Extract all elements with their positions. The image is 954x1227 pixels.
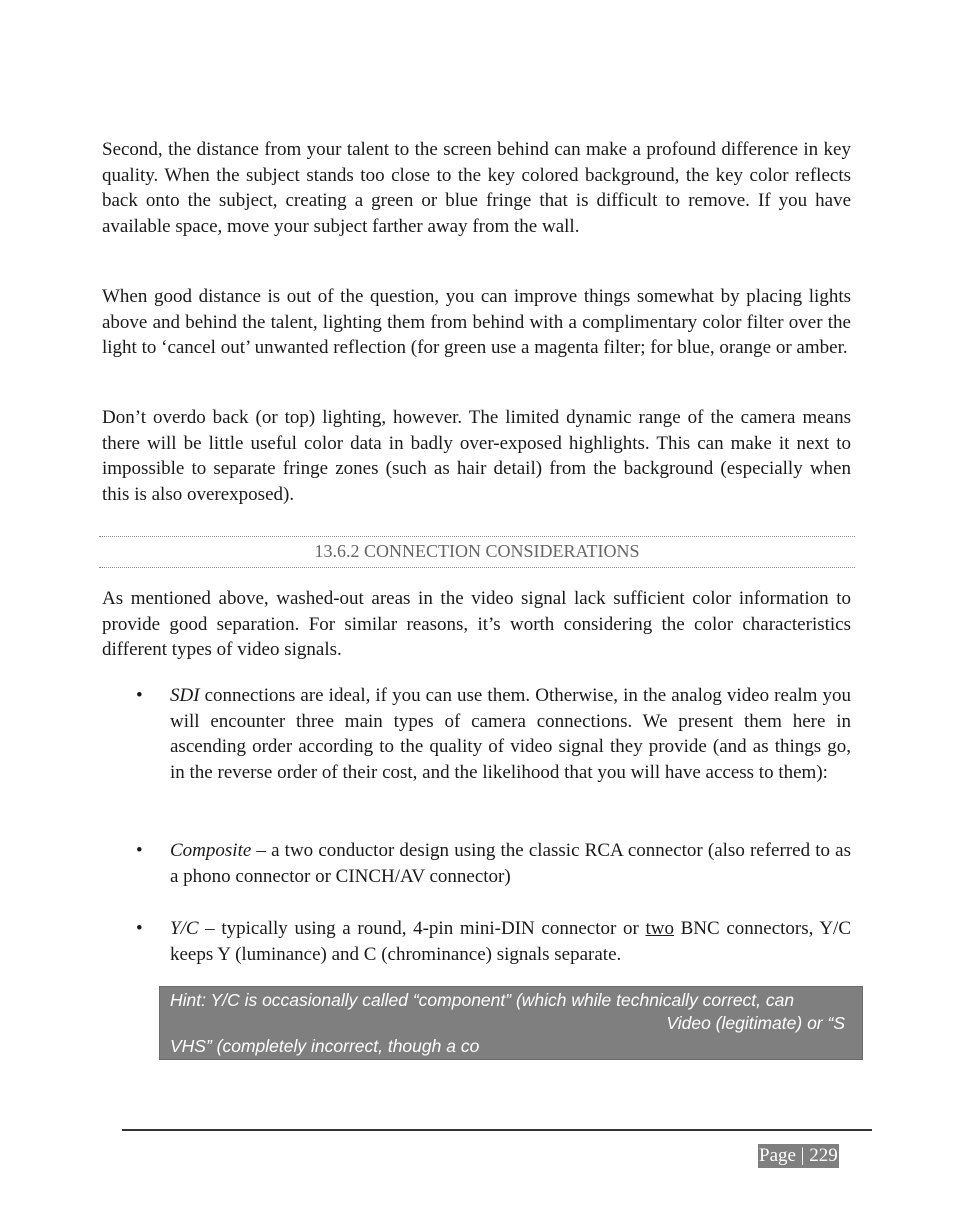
bullet-body: connections are ideal, if you can use them. Otherwise, in the analog video realm you will encounter three main types of camera connections. We present them here in ascending order according to the quality of video signal they provide (and as things go, in the reverse order of their cost, and the likelihood that you will have access to them): xyxy=(170,685,851,783)
paragraph-back-lighting: When good distance is out of the question, you can improve things somewhat by placing lights above and behind the talent, lighting them from behind with a complimentary color filter over the light to ‘cancel out’ unwanted reflection (for green use a magenta filter; for blue, orange or amber. xyxy=(102,286,851,359)
hint-box xyxy=(159,986,863,1060)
underlined-word: two xyxy=(645,918,674,939)
section-heading: 13.6.2 CONNECTION CONSIDERATIONS xyxy=(99,536,855,568)
bullet-term: Y/C xyxy=(170,918,199,939)
bullet-body: – a two conductor design using the classic RCA connector (also referred to as a phono connector or CINCH/AV connector) xyxy=(170,840,851,887)
hint-line: Video (legitimate) or “S xyxy=(666,1013,845,1033)
paragraph-connection-intro: As mentioned above, washed-out areas in the video signal lack sufficient color information to provide good separation. For similar reasons, it’s worth considering the color characteristics different types of video signals. xyxy=(102,588,851,661)
bullet-icon: • xyxy=(136,840,143,861)
bullet-term: SDI xyxy=(170,685,200,706)
page-number: Page | 229 xyxy=(759,1145,838,1166)
bullet-icon: • xyxy=(136,685,143,706)
hint-line: Hint: Y/C is occasionally called “component” (which while technically correct, can xyxy=(170,990,795,1010)
bullet-body-end: BNC connectors, Y/C keeps Y (luminance) and C (chrominance) signals separate. xyxy=(170,918,851,965)
bullet-body: – typically using a round, 4-pin mini-DIN connector or xyxy=(198,918,646,939)
hint-line: VHS” (completely incorrect, though a co xyxy=(170,1036,480,1056)
bullet-icon: • xyxy=(136,918,143,939)
footer-divider xyxy=(122,1129,872,1131)
bullet-text xyxy=(170,838,851,889)
paragraph-distance: Second, the distance from your talent to the screen behind can make a profound difference in key quality. When the subject stands too close to the key colored background, the key color reflects back onto the subject, creating a green or blue fringe that is difficult to remove. If you have available space, move your subject farther away from the wall. xyxy=(102,139,851,237)
bullet-text xyxy=(170,916,851,967)
bullet-term: Composite xyxy=(170,840,252,861)
bullet-text xyxy=(170,683,851,785)
paragraph-dynamic-range: Don’t overdo back (or top) lighting, however. The limited dynamic range of the camera means there will be little useful color data in badly over-exposed highlights. This can make it next to impossible to separate fringe zones (such as hair detail) from the background (especially when this is also overexposed). xyxy=(102,407,851,505)
